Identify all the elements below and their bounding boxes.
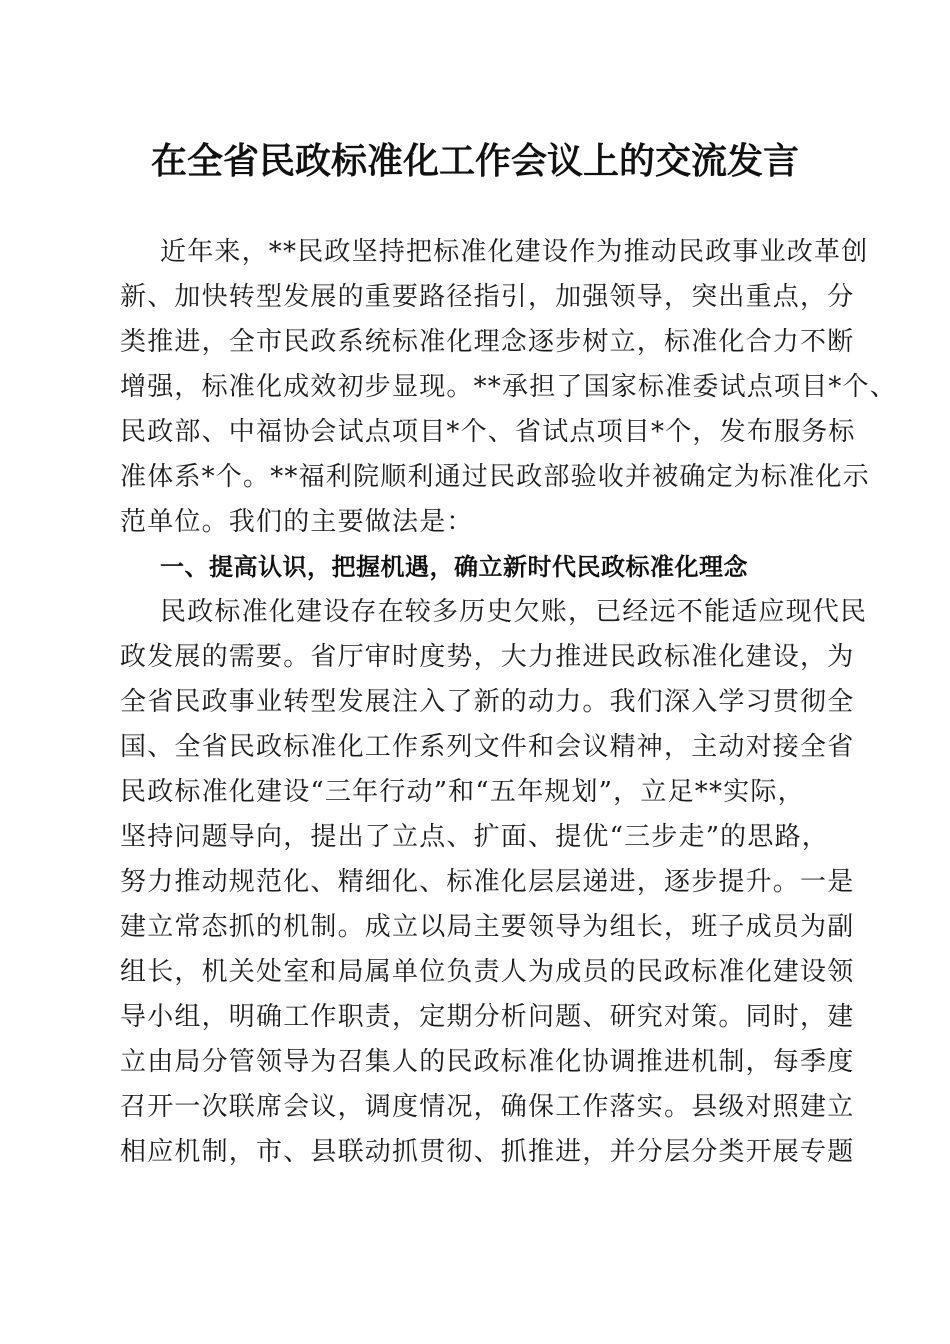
- paragraph-line: 国、全省民政标准化工作系列文件和会议精神，主动对接全省: [120, 732, 855, 762]
- paragraph-line: 努力推动规范化、精细化、标准化层层递进，逐步提升。一是: [120, 867, 855, 897]
- paragraph-line: 建立常态抓的机制。成立以局主要领导为组长，班子成员为副: [120, 912, 855, 942]
- paragraph-line: 民政部、中福协会试点项目*个、省试点项目*个，发布服务标: [120, 417, 856, 447]
- paragraph-line: 政发展的需要。省厅审时度势，大力推进民政标准化建设，为: [120, 642, 855, 672]
- paragraph-line: 增强，标准化成效初步显现。**承担了国家标准委试点项目*个、: [120, 372, 898, 402]
- paragraph-line: 导小组，明确工作职责，定期分析问题、研究对策。同时，建: [120, 1002, 855, 1032]
- paragraph-line: 准体系*个。**福利院顺利通过民政部验收并被确定为标准化示: [120, 462, 870, 492]
- paragraph-line: 范单位。我们的主要做法是：: [120, 507, 474, 537]
- document-title: 在全省民政标准化工作会议上的交流发言: [150, 140, 799, 182]
- paragraph-line: 新、加快转型发展的重要路径指引，加强领导，突出重点，分: [120, 282, 855, 312]
- paragraph-line: 民政标准化建设“三年行动”和“五年规划”，立足**实际，: [120, 777, 805, 807]
- paragraph-line: 类推进，全市民政系统标准化理念逐步树立，标准化合力不断: [120, 327, 855, 357]
- paragraph-line: 坚持问题导向，提出了立点、扩面、提优“三步走”的思路，: [120, 822, 829, 852]
- paragraph-line: 全省民政事业转型发展注入了新的动力。我们深入学习贯彻全: [120, 687, 855, 717]
- paragraph-line: 民政标准化建设存在较多历史欠账，已经远不能适应现代民: [160, 597, 868, 627]
- paragraph-line: 召开一次联席会议，调度情况，确保工作落实。县级对照建立: [120, 1092, 855, 1122]
- paragraph-line: 立由局分管领导为召集人的民政标准化协调推进机制，每季度: [120, 1047, 855, 1077]
- paragraph-line: 近年来，**民政坚持把标准化建设作为推动民政事业改革创: [160, 237, 869, 267]
- paragraph-line: 相应机制，市、县联动抓贯彻、抓推进，并分层分类开展专题: [120, 1137, 855, 1167]
- paragraph-line: 组长，机关处室和局属单位负责人为成员的民政标准化建设领: [120, 957, 855, 987]
- section-heading: 一、提高认识，把握机遇，确立新时代民政标准化理念: [160, 553, 748, 581]
